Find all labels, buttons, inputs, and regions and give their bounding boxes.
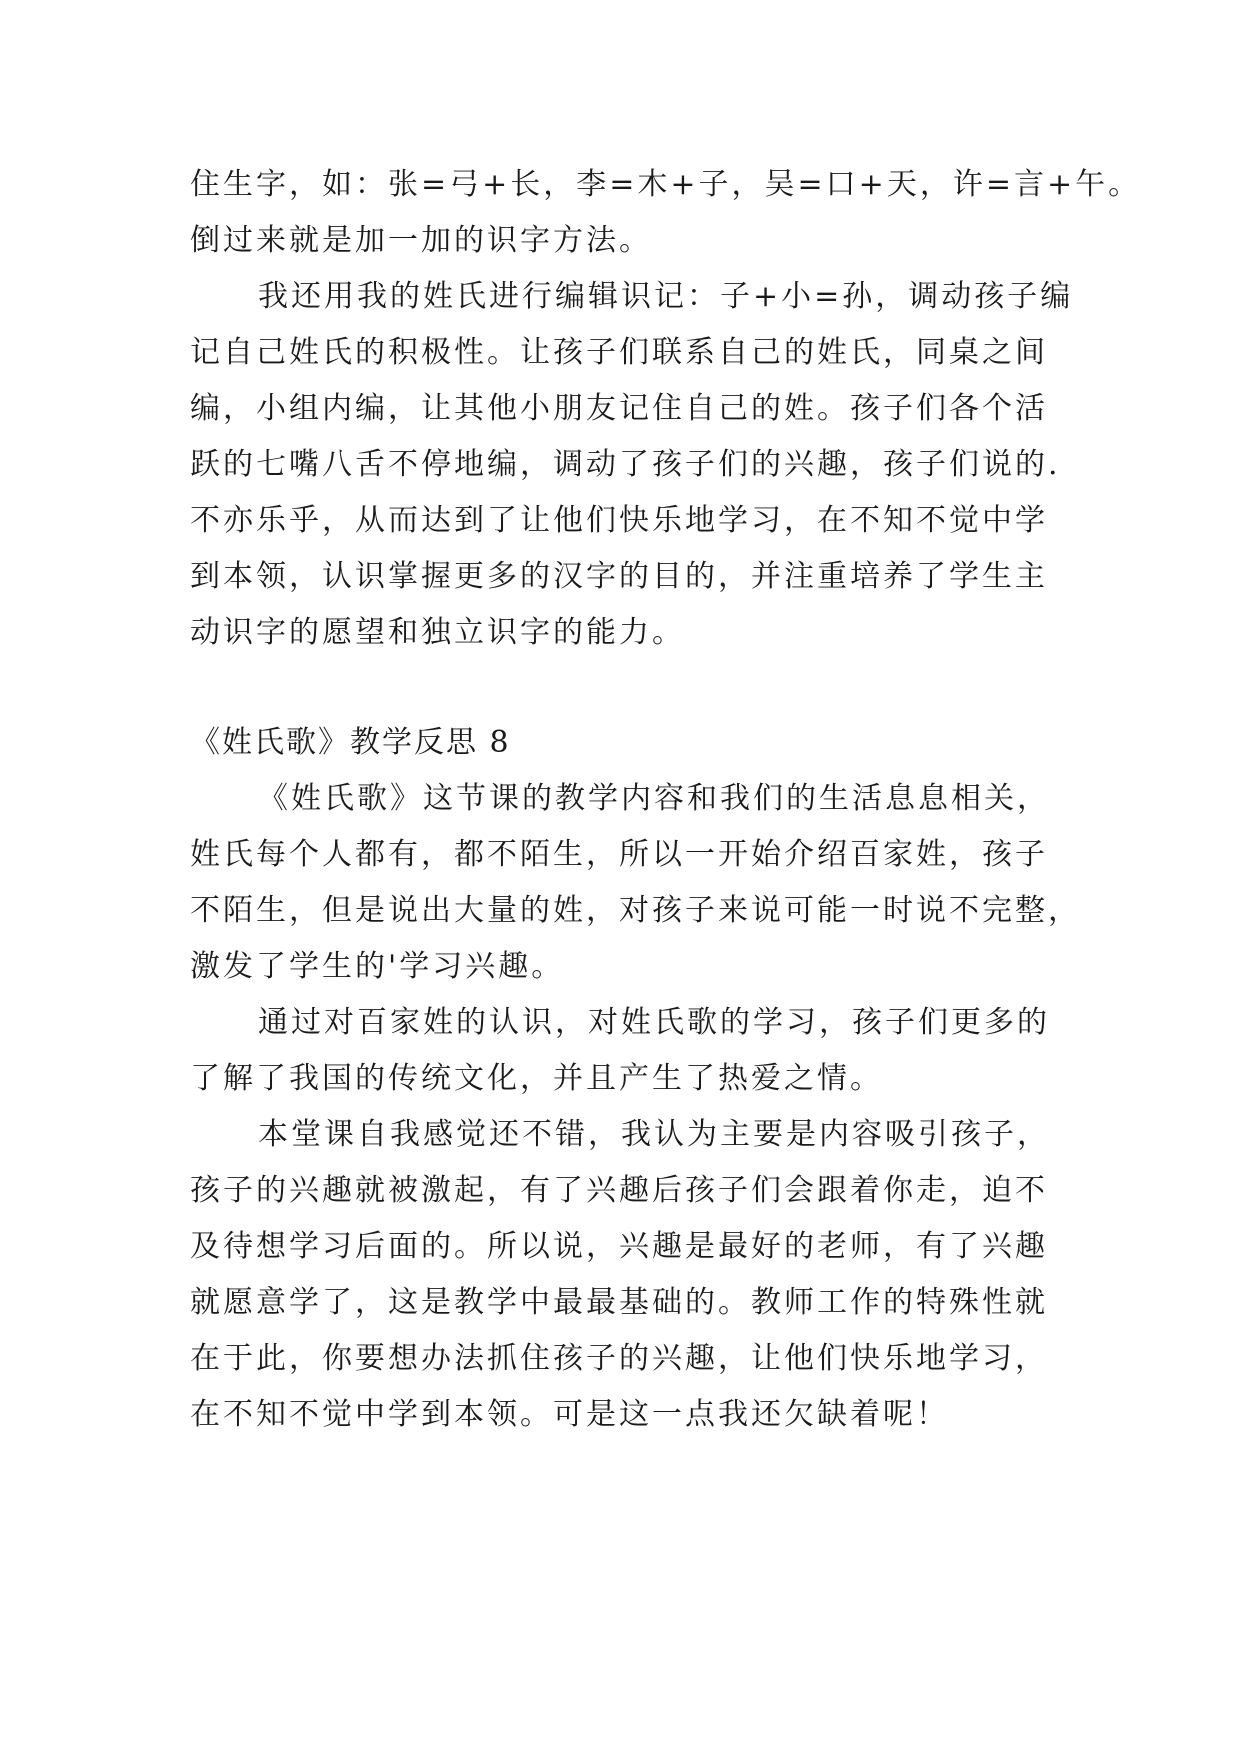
paragraph-2-line-5: 不亦乐乎，从而达到了让他们快乐地学习，在不知不觉中学: [190, 503, 1048, 538]
paragraph-3-line-1: 《姓氏歌》这节课的教学内容和我们的生活息息相关，: [258, 781, 1050, 816]
paragraph-5-line-1: 本堂课自我感觉还不错，我认为主要是内容吸引孩子，: [258, 1117, 1050, 1152]
paragraph-5-line-6: 在不知不觉中学到本领。可是这一点我还欠缺着呢！: [190, 1397, 949, 1432]
paragraph-5-line-5: 在于此，你要想办法抓住孩子的兴趣，让他们快乐地学习，: [190, 1341, 1048, 1376]
paragraph-2-line-1: 我还用我的姓氏进行编辑识记：子+小=孙，调动孩子编: [258, 279, 1074, 314]
paragraph-2-line-3: 编，小组内编，让其他小朋友记住自己的姓。孩子们各个活: [190, 391, 1048, 426]
paragraph-5-line-3: 及待想学习后面的。所以说，兴趣是最好的老师，有了兴趣: [190, 1229, 1048, 1264]
paragraph-2-line-2: 记自己姓氏的积极性。让孩子们联系自己的姓氏，同桌之间: [190, 335, 1048, 370]
paragraph-2-line-4: 跃的七嘴八舌不停地编，调动了孩子们的兴趣，孩子们说的.: [190, 447, 1061, 482]
paragraph-2-line-6: 到本领，认识掌握更多的汉字的目的，并注重培养了学生主: [190, 559, 1048, 594]
paragraph-5-line-2: 孩子的兴趣就被激起，有了兴趣后孩子们会跟着你走，迫不: [190, 1173, 1048, 1208]
paragraph-3-line-3: 不陌生，但是说出大量的姓，对孩子来说可能一时说不完整，: [190, 893, 1081, 928]
paragraph-4-line-1: 通过对百家姓的认识，对姓氏歌的学习，孩子们更多的: [258, 1005, 1050, 1040]
paragraph-1-line-2: 倒过来就是加一加的识字方法。: [190, 223, 652, 258]
paragraph-4-line-2: 了解了我国的传统文化，并且产生了热爱之情。: [190, 1061, 883, 1096]
paragraph-5-line-4: 就愿意学了，这是教学中最最基础的。教师工作的特殊性就: [190, 1285, 1048, 1320]
section-heading: 《姓氏歌》教学反思 8: [190, 725, 511, 760]
paragraph-1-line-1: 住生字，如：张=弓+长，李=木+子，吴=口+天，许=言+午。: [190, 167, 1142, 202]
paragraph-3-line-2: 姓氏每个人都有，都不陌生，所以一开始介绍百家姓，孩子: [190, 837, 1048, 872]
paragraph-2-line-7: 动识字的愿望和独立识字的能力。: [190, 615, 685, 650]
paragraph-3-line-4: 激发了学生的'学习兴趣。: [190, 949, 565, 984]
